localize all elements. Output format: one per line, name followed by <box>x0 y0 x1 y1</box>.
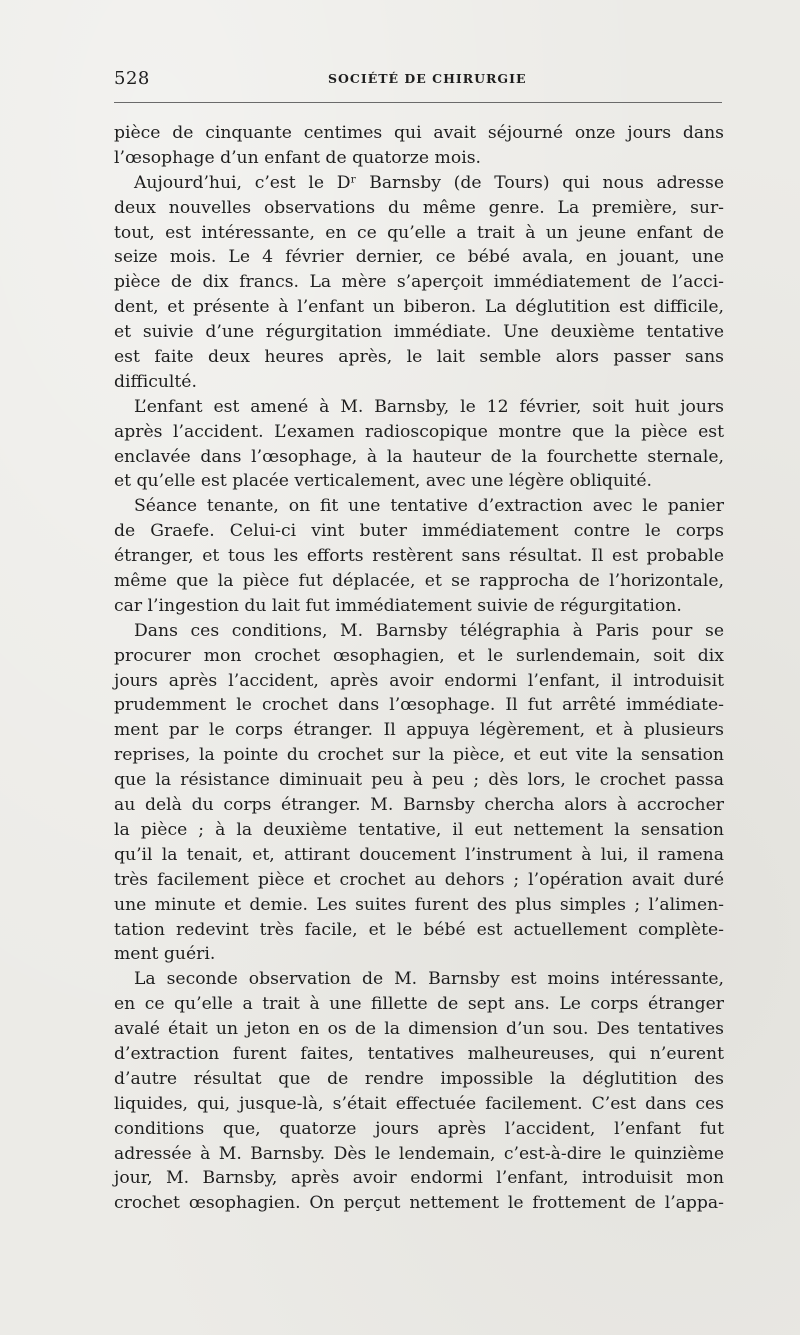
text-line: deux nouvelles observations du même genre. La première, sur- <box>114 197 724 218</box>
text-line: que la résistance diminuait peu à peu ; dès lors, le crochet passa <box>114 770 724 791</box>
text-line: même que la pièce fut déplacée, et se rapprocha de l’horizontale, <box>114 571 724 592</box>
text-line: une minute et demie. Les suites furent des plus simples ; l’alimen- <box>114 894 724 915</box>
text-line: au delà du corps étranger. M. Barnsby chercha alors à accrocher <box>114 795 724 816</box>
text-line: ment guéri. <box>114 944 216 965</box>
text-line: conditions que, quatorze jours après l’accident, l’enfant fut <box>114 1118 724 1139</box>
text-line: L’enfant est amené à M. Barnsby, le 12 février, soit huit jours <box>134 396 724 417</box>
text-line: car l’ingestion du lait fut immédiatement suivie de régurgitation. <box>114 595 682 616</box>
text-line: prudemment le crochet dans l’œsophage. Il fut arrêté immédiate- <box>114 695 724 716</box>
text-line: pièce de cinquante centimes qui avait séjourné onze jours dans <box>114 123 724 143</box>
journal-title: SOCIÉTÉ DE CHIRURGIE <box>328 71 527 86</box>
text-line: Séance tenante, on fit une tentative d’extraction avec le panier <box>134 496 724 517</box>
text-line: qu’il la tenait, et, attirant doucement l’instrument à lui, il ramena <box>114 844 724 865</box>
text-line: l’œsophage d’un enfant de quatorze mois. <box>114 147 481 168</box>
text-line: difficulté. <box>114 371 197 392</box>
text-line: après l’accident. L’examen radioscopique montre que la pièce est <box>114 421 724 442</box>
text-line: jours après l’accident, après avoir endormi l’enfant, il introduisit <box>114 670 724 691</box>
text-line: de Graefe. Celui-ci vint buter immédiatement contre le corps <box>114 521 724 542</box>
text-line: et qu’elle est placée verticalement, avec une légère obliquité. <box>114 471 652 492</box>
text-line: enclavée dans l’œsophage, à la hauteur de la fourchette sternale, <box>114 446 724 467</box>
text-line: en ce qu’elle a trait à une fillette de sept ans. Le corps étranger <box>114 994 724 1015</box>
running-head <box>114 66 726 94</box>
text-line: d’autre résultat que de rendre impossible la déglutition des <box>114 1068 724 1089</box>
text-line: jour, M. Barnsby, après avoir endormi l’enfant, introduisit mon <box>114 1168 724 1189</box>
text-line: tout, est intéressante, en ce qu’elle a trait à un jeune enfant de <box>114 222 724 243</box>
text-line: pièce de dix francs. La mère s’aperçoit immédiatement de l’acci- <box>114 272 724 293</box>
text-line: la pièce ; à la deuxième tentative, il eut nettement la sensation <box>114 819 724 840</box>
text-line: très facilement pièce et crochet au dehors ; l’opération avait duré <box>114 869 724 890</box>
text-line: dent, et présente à l’enfant un biberon. La déglutition est difficile, <box>114 297 724 318</box>
text-line: adressée à M. Barnsby. Dès le lendemain, c’est-à-dire le quinzième <box>114 1143 724 1164</box>
header-rule <box>114 102 722 103</box>
text-line: seize mois. Le 4 février dernier, ce bébé avala, en jouant, une <box>114 247 724 268</box>
text-line: avalé était un jeton en os de la dimension d’un sou. Des tentatives <box>114 1019 724 1040</box>
page-number: 528 <box>114 68 150 89</box>
text-line: ment par le corps étranger. Il appuya légèrement, et à plusieurs <box>114 720 724 741</box>
text-line: procurer mon crochet œsophagien, et le surlendemain, soit dix <box>114 645 724 666</box>
text-line: et suivie d’une régurgitation immédiate. Une deuxième tentative <box>114 322 724 343</box>
text-line: La seconde observation de M. Barnsby est moins intéressante, <box>134 969 724 990</box>
text-line: reprises, la pointe du crochet sur la pièce, et eut vite la sensation <box>114 745 724 766</box>
page <box>114 66 726 1216</box>
text-line: crochet œsophagien. On perçut nettement le frottement de l’appa- <box>114 1193 724 1214</box>
text-line: étranger, et tous les efforts restèrent sans résultat. Il est probable <box>114 546 724 567</box>
text-line: Aujourd’hui, c’est le Dʳ Barnsby (de Tours) qui nous adresse <box>134 172 724 193</box>
text-line: liquides, qui, jusque-là, s’était effectuée facilement. C’est dans ces <box>114 1093 724 1114</box>
text-line: d’extraction furent faites, tentatives malheureuses, qui n’eurent <box>114 1043 724 1064</box>
text-line: tation redevint très facile, et le bébé est actuellement complète- <box>114 919 724 940</box>
text-line: est faite deux heures après, le lait semble alors passer sans <box>114 347 724 368</box>
body-text <box>114 121 726 1216</box>
text-line: Dans ces conditions, M. Barnsby télégraphia à Paris pour se <box>134 620 724 641</box>
